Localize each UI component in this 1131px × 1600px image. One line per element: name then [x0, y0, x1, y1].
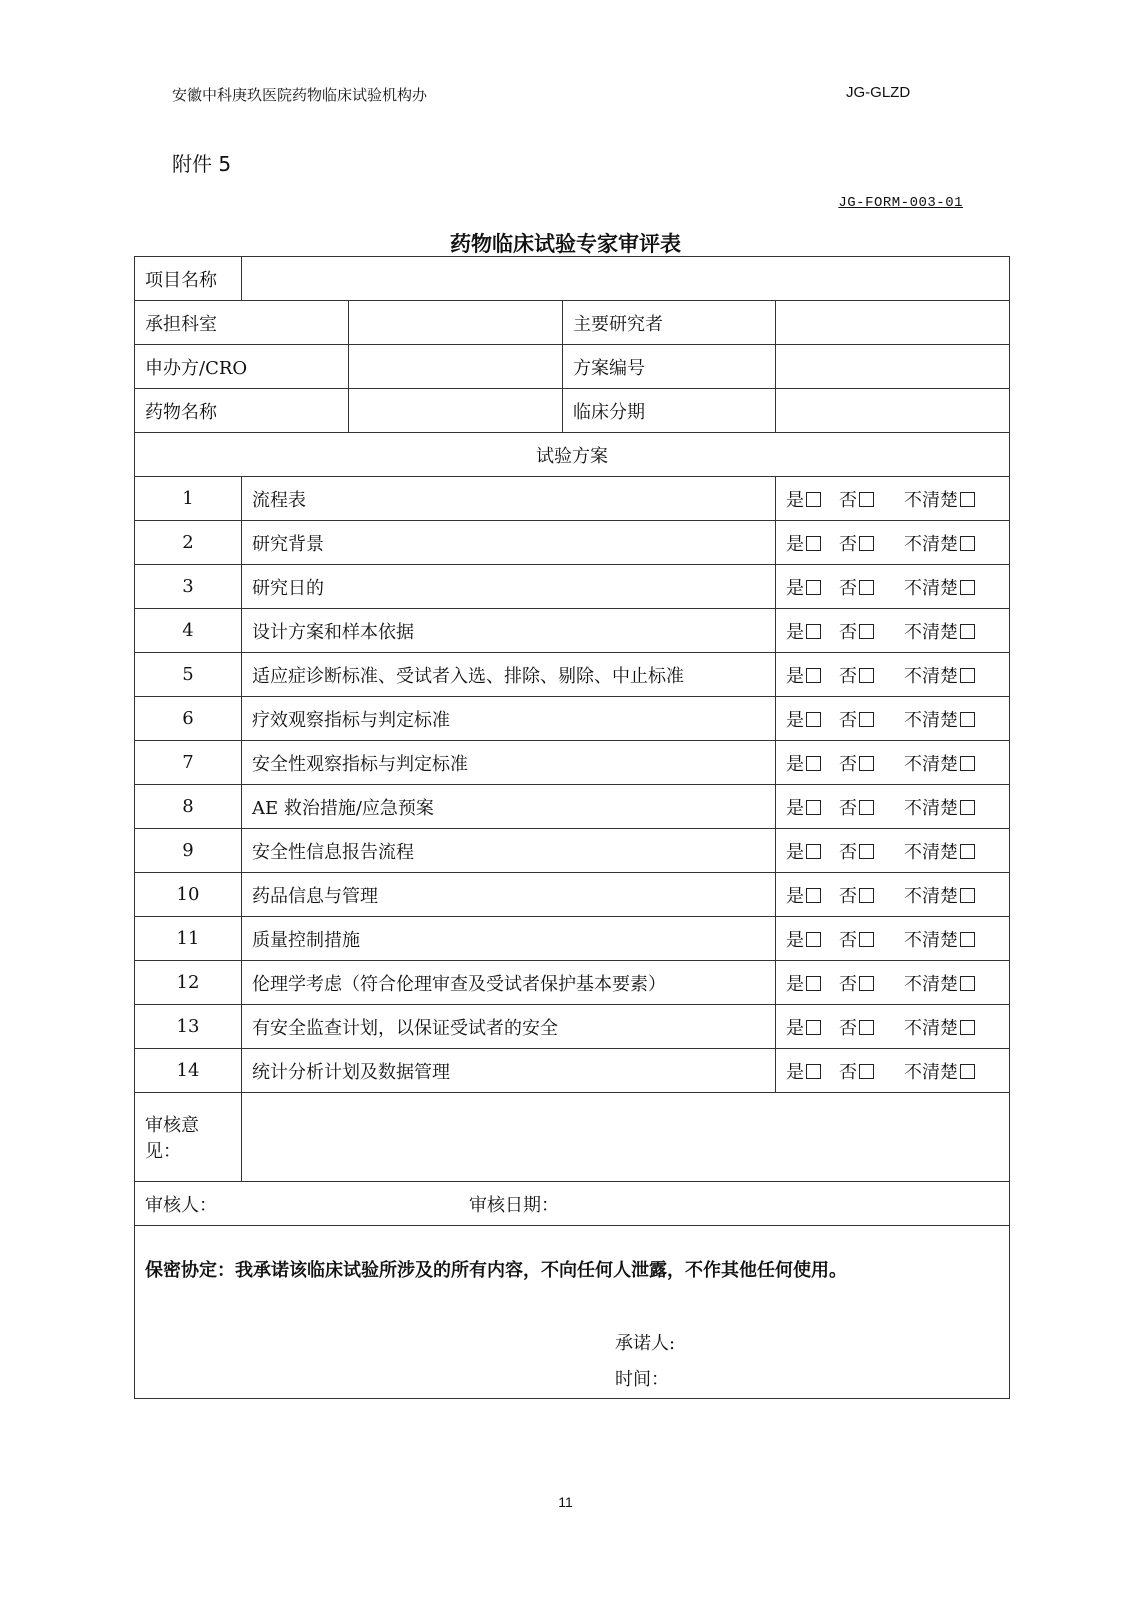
time-label: 时间： [615, 1369, 669, 1390]
item-options [776, 829, 1010, 873]
protocol-items [135, 477, 1010, 1093]
unclear-option[interactable]: 不清楚 [904, 530, 975, 556]
department-label: 承担科室 [135, 301, 349, 345]
item-number: 14 [135, 1049, 242, 1093]
item-label: 疗效观察指标与判定标准 [242, 697, 776, 741]
no-option[interactable]: 否 [839, 618, 874, 644]
checkbox-icon[interactable] [806, 1064, 821, 1079]
item-options [776, 741, 1010, 785]
unclear-option[interactable]: 不清楚 [904, 618, 975, 644]
department-field[interactable] [349, 301, 563, 345]
header-institution: 安徽中科庚玖医院药物临床试验机构办 [172, 86, 428, 104]
unclear-option[interactable]: 不清楚 [904, 574, 975, 600]
confidentiality-text: 保密协定：我承诺该临床试验所涉及的所有内容，不向任何人泄露，不作其他任何使用。 [145, 1260, 847, 1281]
item-label: 安全性信息报告流程 [242, 829, 776, 873]
attachment-label: 附件 5 [172, 152, 232, 176]
checkbox-icon[interactable] [960, 668, 975, 683]
form-code: JG-FORM-003-01 [838, 195, 963, 211]
item-label: 统计分析计划及数据管理 [242, 1049, 776, 1093]
phase-field[interactable] [776, 389, 1010, 433]
drug-name-field[interactable] [349, 389, 563, 433]
item-number: 8 [135, 785, 242, 829]
item-row [135, 961, 1010, 1005]
sponsor-label: 申办方/CRO [135, 345, 349, 389]
reviewer-label: 审核人： [145, 1194, 217, 1216]
review-opinion-label: 审核意见： [135, 1093, 242, 1182]
checkbox-icon[interactable] [806, 844, 821, 859]
item-options [776, 961, 1010, 1005]
checkbox-icon[interactable] [960, 536, 975, 551]
project-name-field[interactable] [242, 257, 1010, 301]
yes-option[interactable]: 是 [786, 530, 821, 556]
item-options [776, 1049, 1010, 1093]
item-options [776, 609, 1010, 653]
yes-option[interactable]: 是 [786, 882, 821, 908]
unclear-option[interactable]: 不清楚 [904, 662, 975, 688]
no-option[interactable]: 否 [839, 926, 874, 952]
unclear-option[interactable]: 不清楚 [904, 926, 975, 952]
item-number: 9 [135, 829, 242, 873]
checkbox-icon[interactable] [806, 888, 821, 903]
yes-option[interactable]: 是 [786, 1014, 821, 1040]
checkbox-icon[interactable] [960, 492, 975, 507]
checkbox-icon[interactable] [806, 932, 821, 947]
item-row [135, 521, 1010, 565]
checkbox-icon[interactable] [859, 668, 874, 683]
project-name-label: 项目名称 [135, 257, 242, 301]
checkbox-icon[interactable] [806, 580, 821, 595]
item-label: 研究日的 [242, 565, 776, 609]
item-row [135, 697, 1010, 741]
unclear-option[interactable]: 不清楚 [904, 882, 975, 908]
item-row [135, 609, 1010, 653]
yes-option[interactable]: 是 [786, 1058, 821, 1084]
unclear-option[interactable]: 不清楚 [904, 970, 975, 996]
review-opinion-field[interactable] [242, 1093, 1010, 1182]
checkbox-icon[interactable] [859, 888, 874, 903]
form-title: 药物临床试验专家审评表 [450, 232, 681, 256]
checkbox-icon[interactable] [806, 492, 821, 507]
item-row [135, 785, 1010, 829]
item-number: 10 [135, 873, 242, 917]
item-number: 4 [135, 609, 242, 653]
yes-option[interactable]: 是 [786, 970, 821, 996]
section-title: 试验方案 [135, 433, 1010, 477]
pi-field[interactable] [776, 301, 1010, 345]
item-options [776, 785, 1010, 829]
item-options [776, 1005, 1010, 1049]
item-label: 研究背景 [242, 521, 776, 565]
review-date-label: 审核日期： [469, 1194, 559, 1216]
unclear-option[interactable]: 不清楚 [904, 486, 975, 512]
no-option[interactable]: 否 [839, 750, 874, 776]
unclear-option[interactable]: 不清楚 [904, 1014, 975, 1040]
checkbox-icon[interactable] [960, 712, 975, 727]
checkbox-icon[interactable] [806, 756, 821, 771]
unclear-option[interactable]: 不清楚 [904, 706, 975, 732]
item-label: 药品信息与管理 [242, 873, 776, 917]
no-option[interactable]: 否 [839, 530, 874, 556]
unclear-option[interactable]: 不清楚 [904, 838, 975, 864]
yes-option[interactable]: 是 [786, 794, 821, 820]
item-options [776, 917, 1010, 961]
checkbox-icon[interactable] [806, 712, 821, 727]
promisor-label: 承诺人: [615, 1333, 676, 1354]
no-option[interactable]: 否 [839, 1014, 874, 1040]
page-number: 11 [558, 1494, 573, 1510]
item-number: 6 [135, 697, 242, 741]
pi-label: 主要研究者 [563, 301, 776, 345]
reviewer-row [135, 1182, 1010, 1226]
yes-option[interactable]: 是 [786, 838, 821, 864]
checkbox-icon[interactable] [806, 800, 821, 815]
checkbox-icon[interactable] [960, 1064, 975, 1079]
checkbox-icon[interactable] [960, 1020, 975, 1035]
checkbox-icon[interactable] [859, 756, 874, 771]
item-number: 5 [135, 653, 242, 697]
checkbox-icon[interactable] [859, 580, 874, 595]
item-options [776, 873, 1010, 917]
sponsor-field[interactable] [349, 345, 563, 389]
review-form-table [134, 256, 1010, 1399]
item-label: AE 救治措施/应急预案 [242, 785, 776, 829]
yes-option[interactable]: 是 [786, 750, 821, 776]
checkbox-icon[interactable] [859, 932, 874, 947]
item-number: 1 [135, 477, 242, 521]
item-row [135, 741, 1010, 785]
phase-label: 临床分期 [563, 389, 776, 433]
checkbox-icon[interactable] [859, 976, 874, 991]
item-row [135, 829, 1010, 873]
checkbox-icon[interactable] [859, 492, 874, 507]
unclear-option[interactable]: 不清楚 [904, 794, 975, 820]
item-label: 流程表 [242, 477, 776, 521]
item-label: 适应症诊断标准、受试者入选、排除、剔除、中止标准 [242, 653, 776, 697]
checkbox-icon[interactable] [806, 536, 821, 551]
no-option[interactable]: 否 [839, 838, 874, 864]
item-label: 安全性观察指标与判定标准 [242, 741, 776, 785]
item-options [776, 477, 1010, 521]
checkbox-icon[interactable] [960, 800, 975, 815]
item-number: 13 [135, 1005, 242, 1049]
checkbox-icon[interactable] [960, 624, 975, 639]
item-number: 12 [135, 961, 242, 1005]
checkbox-icon[interactable] [859, 800, 874, 815]
drug-name-label: 药物名称 [135, 389, 349, 433]
item-row [135, 873, 1010, 917]
checkbox-icon[interactable] [859, 1020, 874, 1035]
no-option[interactable]: 否 [839, 882, 874, 908]
item-row [135, 917, 1010, 961]
item-label: 有安全监查计划，以保证受试者的安全 [242, 1005, 776, 1049]
item-number: 7 [135, 741, 242, 785]
checkbox-icon[interactable] [960, 932, 975, 947]
checkbox-icon[interactable] [960, 888, 975, 903]
no-option[interactable]: 否 [839, 486, 874, 512]
item-options [776, 653, 1010, 697]
item-row [135, 1005, 1010, 1049]
protocol-no-label: 方案编号 [563, 345, 776, 389]
no-option[interactable]: 否 [839, 706, 874, 732]
no-option[interactable]: 否 [839, 662, 874, 688]
item-options [776, 521, 1010, 565]
item-label: 质量控制措施 [242, 917, 776, 961]
item-options [776, 565, 1010, 609]
yes-option[interactable]: 是 [786, 618, 821, 644]
item-number: 3 [135, 565, 242, 609]
yes-option[interactable]: 是 [786, 574, 821, 600]
header-doc-code: JG-GLZD [846, 84, 911, 101]
item-row [135, 477, 1010, 521]
item-number: 11 [135, 917, 242, 961]
confidentiality-block [135, 1226, 1010, 1399]
checkbox-icon[interactable] [859, 712, 874, 727]
no-option[interactable]: 否 [839, 794, 874, 820]
protocol-no-field[interactable] [776, 345, 1010, 389]
no-option[interactable]: 否 [839, 1058, 874, 1084]
no-option[interactable]: 否 [839, 574, 874, 600]
item-number: 2 [135, 521, 242, 565]
checkbox-icon[interactable] [859, 1064, 874, 1079]
unclear-option[interactable]: 不清楚 [904, 750, 975, 776]
checkbox-icon[interactable] [806, 976, 821, 991]
item-label: 设计方案和样本依据 [242, 609, 776, 653]
checkbox-icon[interactable] [960, 756, 975, 771]
checkbox-icon[interactable] [859, 624, 874, 639]
checkbox-icon[interactable] [806, 624, 821, 639]
checkbox-icon[interactable] [960, 844, 975, 859]
item-label: 伦理学考虑（符合伦理审查及受试者保护基本要素） [242, 961, 776, 1005]
checkbox-icon[interactable] [859, 536, 874, 551]
checkbox-icon[interactable] [960, 580, 975, 595]
no-option[interactable]: 否 [839, 970, 874, 996]
item-row [135, 565, 1010, 609]
yes-option[interactable]: 是 [786, 926, 821, 952]
unclear-option[interactable]: 不清楚 [904, 1058, 975, 1084]
item-options [776, 697, 1010, 741]
checkbox-icon[interactable] [859, 844, 874, 859]
checkbox-icon[interactable] [806, 668, 821, 683]
yes-option[interactable]: 是 [786, 486, 821, 512]
checkbox-icon[interactable] [960, 976, 975, 991]
yes-option[interactable]: 是 [786, 706, 821, 732]
item-row [135, 653, 1010, 697]
item-row [135, 1049, 1010, 1093]
yes-option[interactable]: 是 [786, 662, 821, 688]
checkbox-icon[interactable] [806, 1020, 821, 1035]
